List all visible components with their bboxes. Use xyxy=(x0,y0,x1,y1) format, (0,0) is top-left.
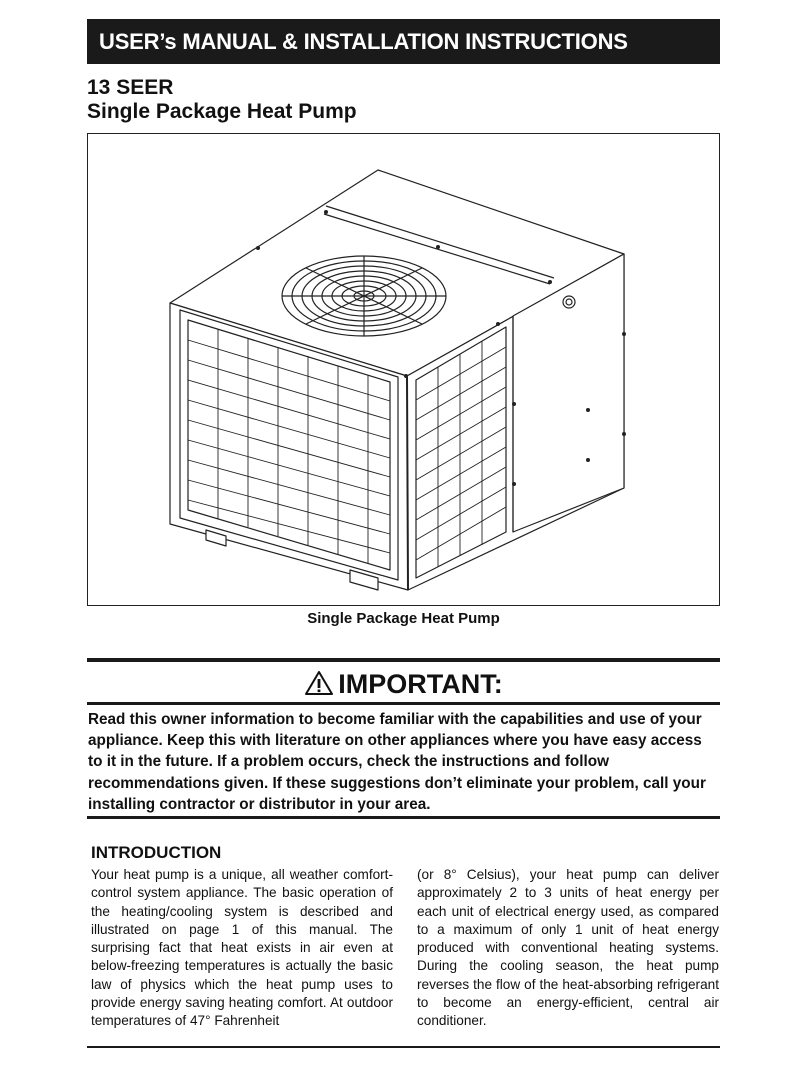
divider-top xyxy=(87,658,720,662)
divider-middle xyxy=(87,816,720,819)
product-illustration-frame xyxy=(87,133,720,606)
introduction-heading: INTRODUCTION xyxy=(91,843,222,862)
product-name: Single Package Heat Pump xyxy=(87,100,357,123)
divider-important xyxy=(87,702,720,705)
heat-pump-illustration xyxy=(88,134,719,605)
fan-guard xyxy=(282,256,446,336)
important-heading xyxy=(87,666,720,702)
figure-caption: Single Package Heat Pump xyxy=(307,610,500,627)
manual-title-bar xyxy=(87,19,720,64)
important-notice-text: Read this owner information to become familiar with the capabilities and use of your appliance. Keep this with literature on other appliances where you have easy access to it in the future. If a problem occurs, check the instructions and follow recommendations given. If these suggestions don’t eliminate your problem, call your installing contractor or distributor in your area. xyxy=(88,711,706,813)
introduction-column-right: (or 8° Celsius), your heat pump can deliver approximately 2 to 3 units of heat energy per each unit of electrical energy used, as compared to a maximum of only 1 unit of heat energy produced with conventional heating systems. During the cooling season, the heat pump reverses the flow of the heat-absorbing refrigerant to become an energy-efficient, central air conditioner. xyxy=(417,867,719,1029)
introduction-column-left: Your heat pump is a unique, all weather comfort-control system appliance. The basic operation of the heating/cooling system is described and illustrated on page 1 of this manual. The surprising fact that heat exists in air even at below-freezing temperatures is actually the basic law of physics which the heat pump uses to provide energy saving heating comfort. At outdoor temperatures of 47° Fahrenheit xyxy=(91,867,393,1029)
divider-bottom xyxy=(87,1046,720,1048)
product-subtitle xyxy=(87,76,357,124)
manual-title: USER’s MANUAL & INSTALLATION INSTRUCTIONS xyxy=(99,29,628,54)
seer-rating: 13 SEER xyxy=(87,76,174,99)
important-label: IMPORTANT: xyxy=(338,669,503,699)
warning-triangle-icon xyxy=(304,670,334,696)
